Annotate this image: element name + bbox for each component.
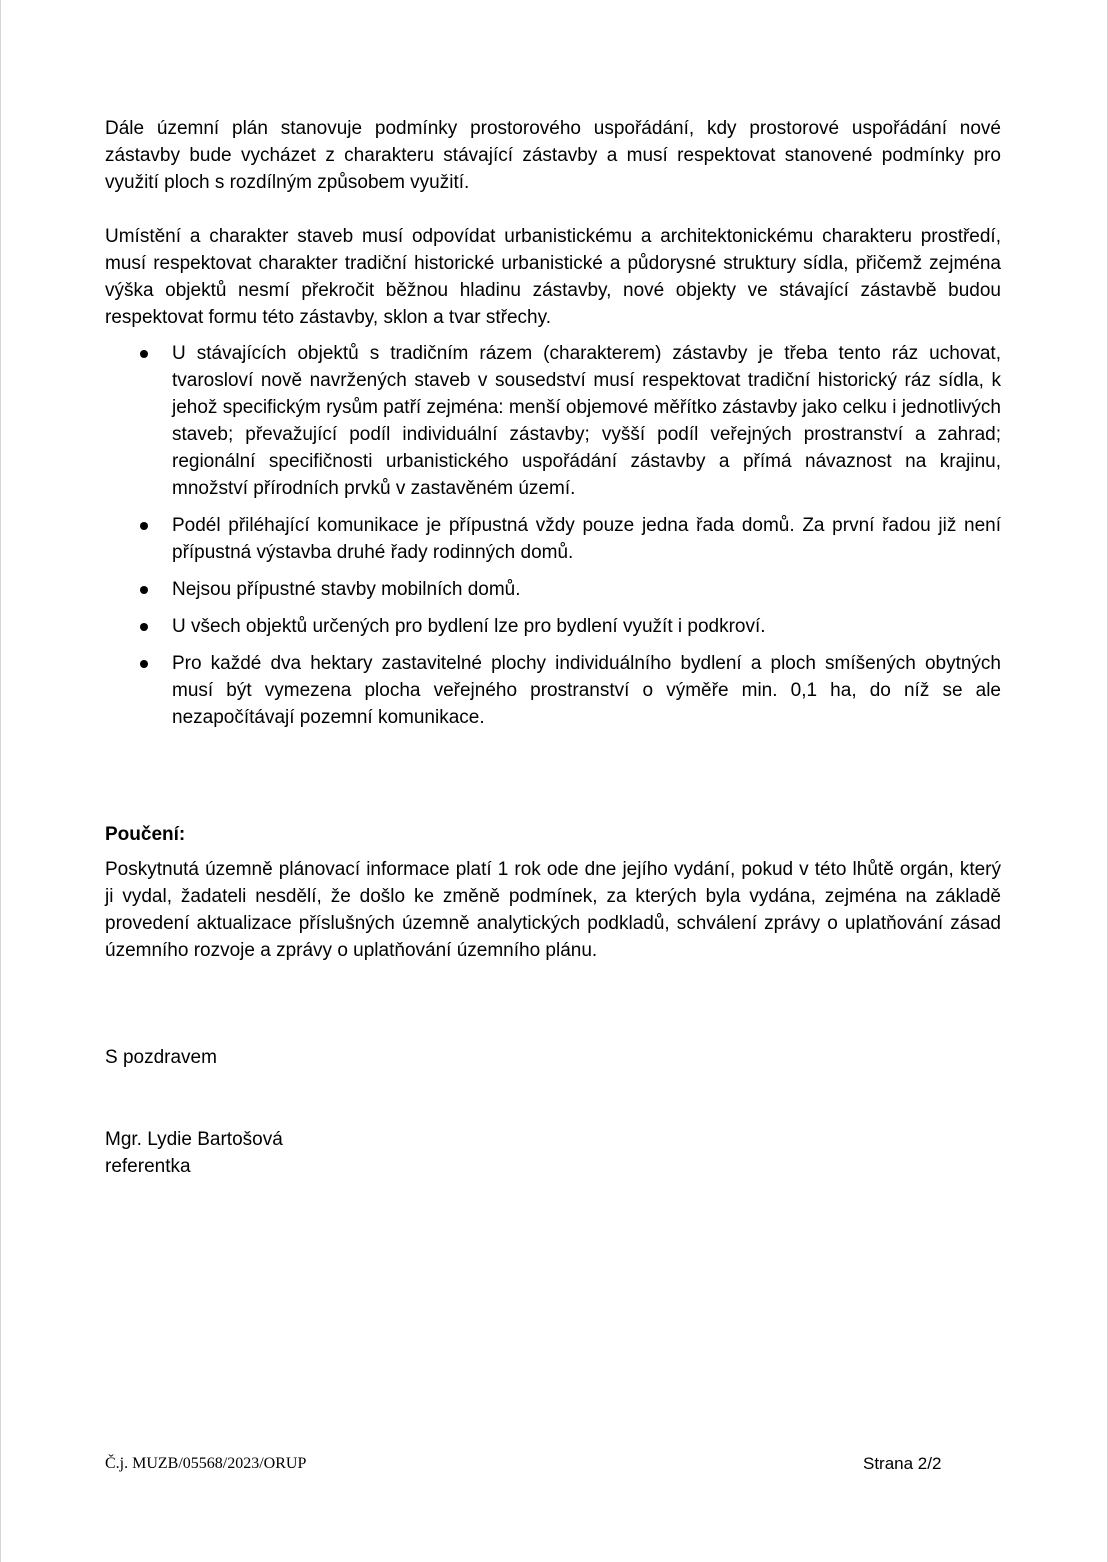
list-item	[105, 576, 1001, 603]
list-item	[105, 613, 1001, 640]
list-item	[105, 340, 1001, 502]
page-number: Strana 2/2	[863, 1454, 942, 1473]
document-body	[105, 115, 1001, 1180]
list-item-text: Podél přiléhající komunikace je přípustná vždy pouze jedna řada domů. Za první řadou již není přípustná výstavba druhé řady rodinných domů.	[172, 515, 1001, 563]
notice-text: Poskytnutá územně plánovací informace platí 1 rok ode dne jejího vydání, pokud v této lhůtě orgán, který ji vydal, žadateli nesdělí, že došlo ke změně podmínek, za kterých byla vydána, zejména na základě provedení aktualizace příslušných územně analytických podkladů, schválení zprávy o uplatňování zásad územního rozvoje a zprávy o uplatňování územního plánu.	[105, 859, 1001, 961]
list-item	[105, 650, 1001, 731]
reference-number: Č.j. MUZB/05568/2023/ORUP	[105, 1455, 307, 1472]
list-item-text: Nejsou přípustné stavby mobilních domů.	[172, 579, 521, 600]
signatory-name: Mgr. Lydie Bartošová	[105, 1129, 283, 1150]
list-item-text: U všech objektů určených pro bydlení lze pro bydlení využít i podkroví.	[172, 616, 766, 637]
paragraph-building-character: Umístění a charakter staveb musí odpovídat urbanistickému a architektonickému charakteru prostředí, musí respektovat charakter tradiční historické urbanistické a půdorysné struktury sídla, přičemž zejména výška objektů nesmí překročit běžnou hladinu zástavby, nové objekty ve stávající zástavbě budou respektovat formu této zástavby, sklon a tvar střechy.	[105, 226, 1001, 328]
signatory-role: referentka	[105, 1156, 191, 1177]
conditions-list	[105, 340, 1001, 731]
bullet-icon	[140, 350, 148, 358]
bullet-icon	[140, 522, 148, 530]
list-item	[105, 512, 1001, 566]
bullet-icon	[140, 623, 148, 631]
closing-greeting: S pozdravem	[105, 1047, 217, 1068]
list-item-text: U stávajících objektů s tradičním rázem (charakterem) zástavby je třeba tento ráz uchovat, tvarosloví nově navržených staveb v sousedství musí respektovat tradiční historický ráz sídla, k jehož specifickým rysům patří zejména: menší objemové měřítko zástavby jako celku i jednotlivých staveb; převažující podíl individuální zástavby; vyšší podíl veřejných prostranství a zahrad; regionální specifičnosti urbanistického uspořádání zástavby a přímá návaznost na krajinu, množství přírodních prvků v zastavěném území.	[172, 343, 1001, 499]
page-left-edge	[0, 0, 1, 1562]
list-item-text: Pro každé dva hektary zastavitelné plochy individuálního bydlení a ploch smíšených obytných musí být vymezena plocha veřejného prostranství o výměře min. 0,1 ha, do níž se ale nezapočítávají pozemní komunikace.	[172, 653, 1001, 728]
bullet-icon	[140, 660, 148, 668]
bullet-icon	[140, 586, 148, 594]
paragraph-spatial-arrangement: Dále územní plán stanovuje podmínky prostorového uspořádání, kdy prostorové uspořádání nové zástavby bude vycházet z charakteru stávající zástavby a musí respektovat stanovené podmínky pro využití ploch s rozdílným způsobem využití.	[105, 118, 1001, 193]
notice-heading: Poučení:	[105, 824, 186, 845]
